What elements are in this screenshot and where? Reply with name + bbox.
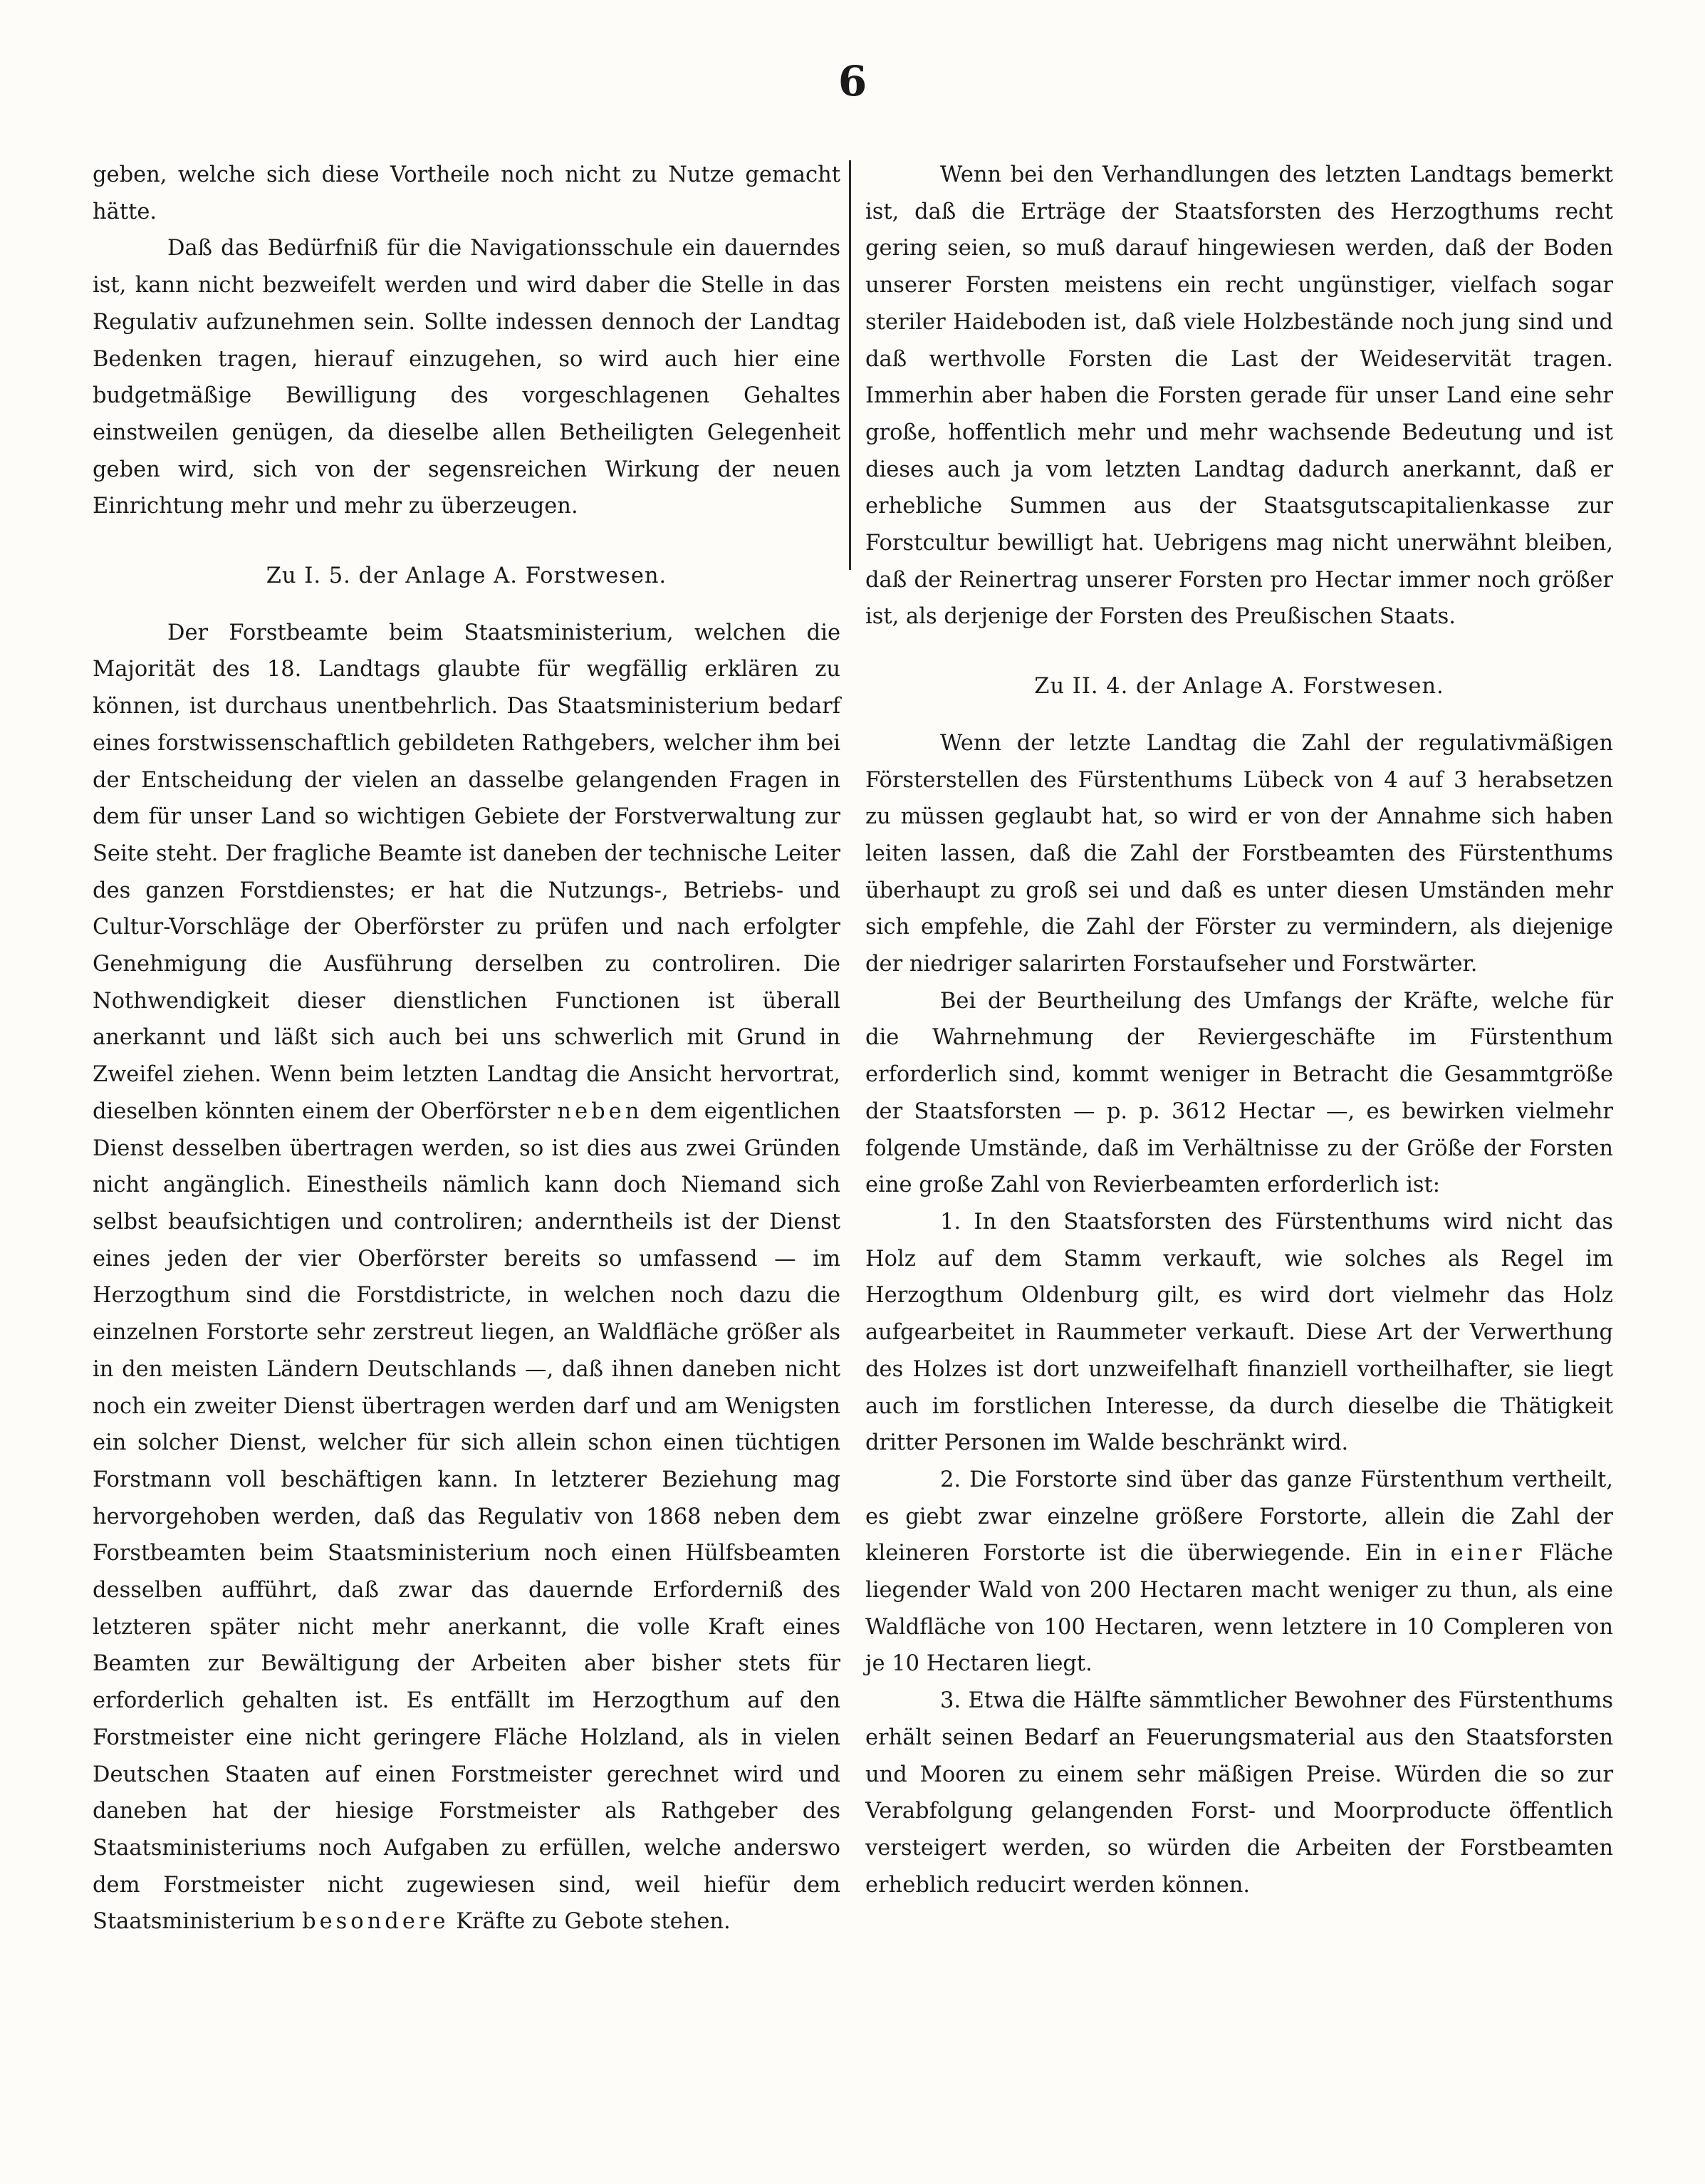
section-heading: Zu I. 5. der Anlage A. Forstwesen. (266, 563, 667, 589)
section-heading: Zu II. 4. der Anlage A. Forstwesen. (1034, 674, 1444, 700)
emphasis-spaced: besondere (302, 1909, 449, 1935)
list-item: 3. Etwa die Hälfte sämmtlicher Bewohner des Fürstenthums erhält seinen Bedarf an Feuerungsmaterial aus den Staatsforsten und Mooren zu einem sehr mäßigen Preise. Würden die so zur Verabfolgung gelangenden Forst- und Moorproducte öffentlich versteigert werden, so würden die Arbeiten der Forstbeamten erheblich reducirt werden können. (865, 1688, 1613, 1898)
right-column (865, 157, 1613, 1903)
paragraph: Wenn bei den Verhandlungen des letzten Landtags bemerkt ist, daß die Erträge der Staatsforsten des Herzogthums recht gering seien, so muß darauf hingewiesen werden, daß der Boden unserer Forsten meistens ein recht ungünstiger, vielfach sogar steriler Haideboden ist, daß viele Holzbestände noch jung sind und daß werthvolle Forsten die Last der Weideservität tragen. Immerhin aber haben die Forsten gerade für unser Land eine sehr große, hoffentlich mehr und mehr wachsende Bedeutung und ist dieses auch ja vom letzten Landtag dadurch anerkannt, daß er erhebliche Summen aus der Staatsgutscapitalienkasse zur Forstcultur bewilligt hat. Uebrigens mag nicht unerwähnt bleiben, daß der Reinertrag unserer Forsten pro Hectar immer noch größer ist, als derjenige der Forsten des Preußischen Staats. (865, 162, 1613, 630)
paragraph: Wenn der letzte Landtag die Zahl der regulativmäßigen Försterstellen des Fürstenthums Lübeck von 4 auf 3 herabsetzen zu müssen geglaubt hat, so wird er von der Annahme sich haben leiten lassen, daß die Zahl der Forstbeamten des Fürstenthums überhaupt zu groß sei und daß es unter diesen Umständen mehr sich empfehle, die Zahl der Förster zu vermindern, als diejenige der niedriger salarirten Forstaufseher und Forstwärter. (865, 730, 1613, 977)
page-number: 6 (838, 57, 867, 105)
paragraph: geben, welche sich diese Vortheile noch nicht zu Nutze gemacht hätte. (93, 162, 840, 224)
emphasis-spaced: einer (1450, 1541, 1526, 1566)
paragraph: Bei der Beurtheilung des Umfangs der Kräfte, welche für die Wahrnehmung der Reviergeschäfte im Fürstenthum erforderlich sind, kommt weniger in Betracht die Gesammtgröße der Staatsforsten — p. p. 3612 Hectar —, es bewirken vielmehr folgende Umstände, daß im Verhältnisse zu der Größe der Forsten eine große Zahl von Revierbeamten erforderlich ist: (865, 988, 1613, 1198)
emphasis-spaced: neben (557, 1098, 643, 1124)
text-run: Der Forstbeamte beim Staatsministerium, welchen die Majorität des 18. Landtags glaubte für wegfällig erklären zu können, ist durchaus unentbehrlich. Das Staatsministerium bedarf eines forstwissenschaftlich gebildeten Rathgebers, welcher ihm bei der Entscheidung der vielen an dasselbe gelangenden Fragen in dem für unser Land so wichtigen Gebiete der Forstverwaltung zur Seite steht. Der fragliche Beamte ist daneben der technische Leiter des ganzen Forstdienstes; er hat die Nutzungs-, Betriebs- und Cultur-Vorschläge der Oberförster zu prüfen und nach erfolgter Genehmigung die Ausführung derselben zu controliren. Die Nothwendigkeit dieser dienstlichen Functionen ist überall anerkannt und läßt sich auch bei uns schwerlich mit Grund in Zweifel ziehen. Wenn beim letzten Landtag die Ansicht hervortrat, dieselben könnten einem der Oberförster (93, 620, 840, 1124)
text-run: 2. Die Forstorte sind über das ganze Fürstenthum vertheilt, es giebt zwar einzelne größere Forstorte, allein die Zahl der kleineren Forstorte ist die überwiegende. Ein in (865, 1467, 1613, 1566)
text-run: Fläche liegender Wald von 200 Hectaren macht weniger zu thun, als eine Waldfläche von 100 Hectaren, wenn letztere in 10 Compleren von je 10 Hectaren liegt. (865, 1541, 1613, 1677)
paragraph: Daß das Bedürfniß für die Navigationsschule ein dauerndes ist, kann nicht bezweifelt werden und wird daber die Stelle in das Regulativ aufzunehmen sein. Sollte indessen dennoch der Landtag Bedenken tragen, hierauf einzugehen, so wird auch hier eine budgetmäßige Bewilligung des vorgeschlagenen Gehaltes einstweilen genügen, da dieselbe allen Betheiligten Gelegenheit geben wird, sich von der segensreichen Wirkung der neuen Einrichtung mehr und mehr zu überzeugen. (93, 236, 840, 519)
left-column (93, 157, 840, 1940)
list-item (865, 1462, 1613, 1683)
text-run: Kräfte zu Gebote stehen. (456, 1909, 731, 1935)
paragraph (93, 615, 840, 1940)
text-run: dem eigentlichen Dienst desselben übertragen werden, so ist dies aus zwei Gründen nicht angänglich. Einestheils nämlich kann doch Niemand sich selbst beaufsichtigen und controliren; anderntheils ist der Dienst eines jeden der vier Oberförster bereits so umfassend — im Herzogthum sind die Forstdistricte, in welchen noch dazu die einzelnen Forstorte sehr zerstreut liegen, an Waldfläche größer als in den meisten Ländern Deutschlands —, daß ihnen daneben nicht noch ein zweiter Dienst übertragen werden darf und am Wenigsten ein solcher Dienst, welcher für sich allein schon einen tüchtigen Forstmann voll beschäftigen kann. In letzterer Beziehung mag hervorgehoben werden, daß das Regulativ von 1868 neben dem Forstbeamten beim Staatsministerium noch einen Hülfsbeamten desselben aufführt, daß zwar das dauernde Erforderniß des letzteren später nicht mehr anerkannt, die volle Kraft eines Beamten zur Bewältigung der Arbeiten aber bisher stets für erforderlich gehalten ist. Es entfällt im Herzogthum auf den Forstmeister eine nicht geringere Fläche Holzland, als in vielen Deutschen Staaten auf einen Forstmeister gerechnet wird und daneben hat der hiesige Forstmeister als Rathgeber des Staatsministeriums noch Aufgaben zu erfüllen, welche anderswo dem Forstmeister nicht zugewiesen sind, weil hiefür dem Staatsministerium (93, 1098, 840, 1935)
list-item: 1. In den Staatsforsten des Fürstenthums wird nicht das Holz auf dem Stamm verkauft, wie solches als Regel im Herzogthum Oldenburg gilt, es wird dort vielmehr das Holz aufgearbeitet in Raummeter verkauft. Diese Art der Verwerthung des Holzes ist dort unzweifelhaft finanziell vortheilhafter, sie liegt auch im forstlichen Interesse, da durch dieselbe die Thätigkeit dritter Personen im Walde beschränkt wird. (865, 1209, 1613, 1456)
column-divider (849, 160, 851, 570)
